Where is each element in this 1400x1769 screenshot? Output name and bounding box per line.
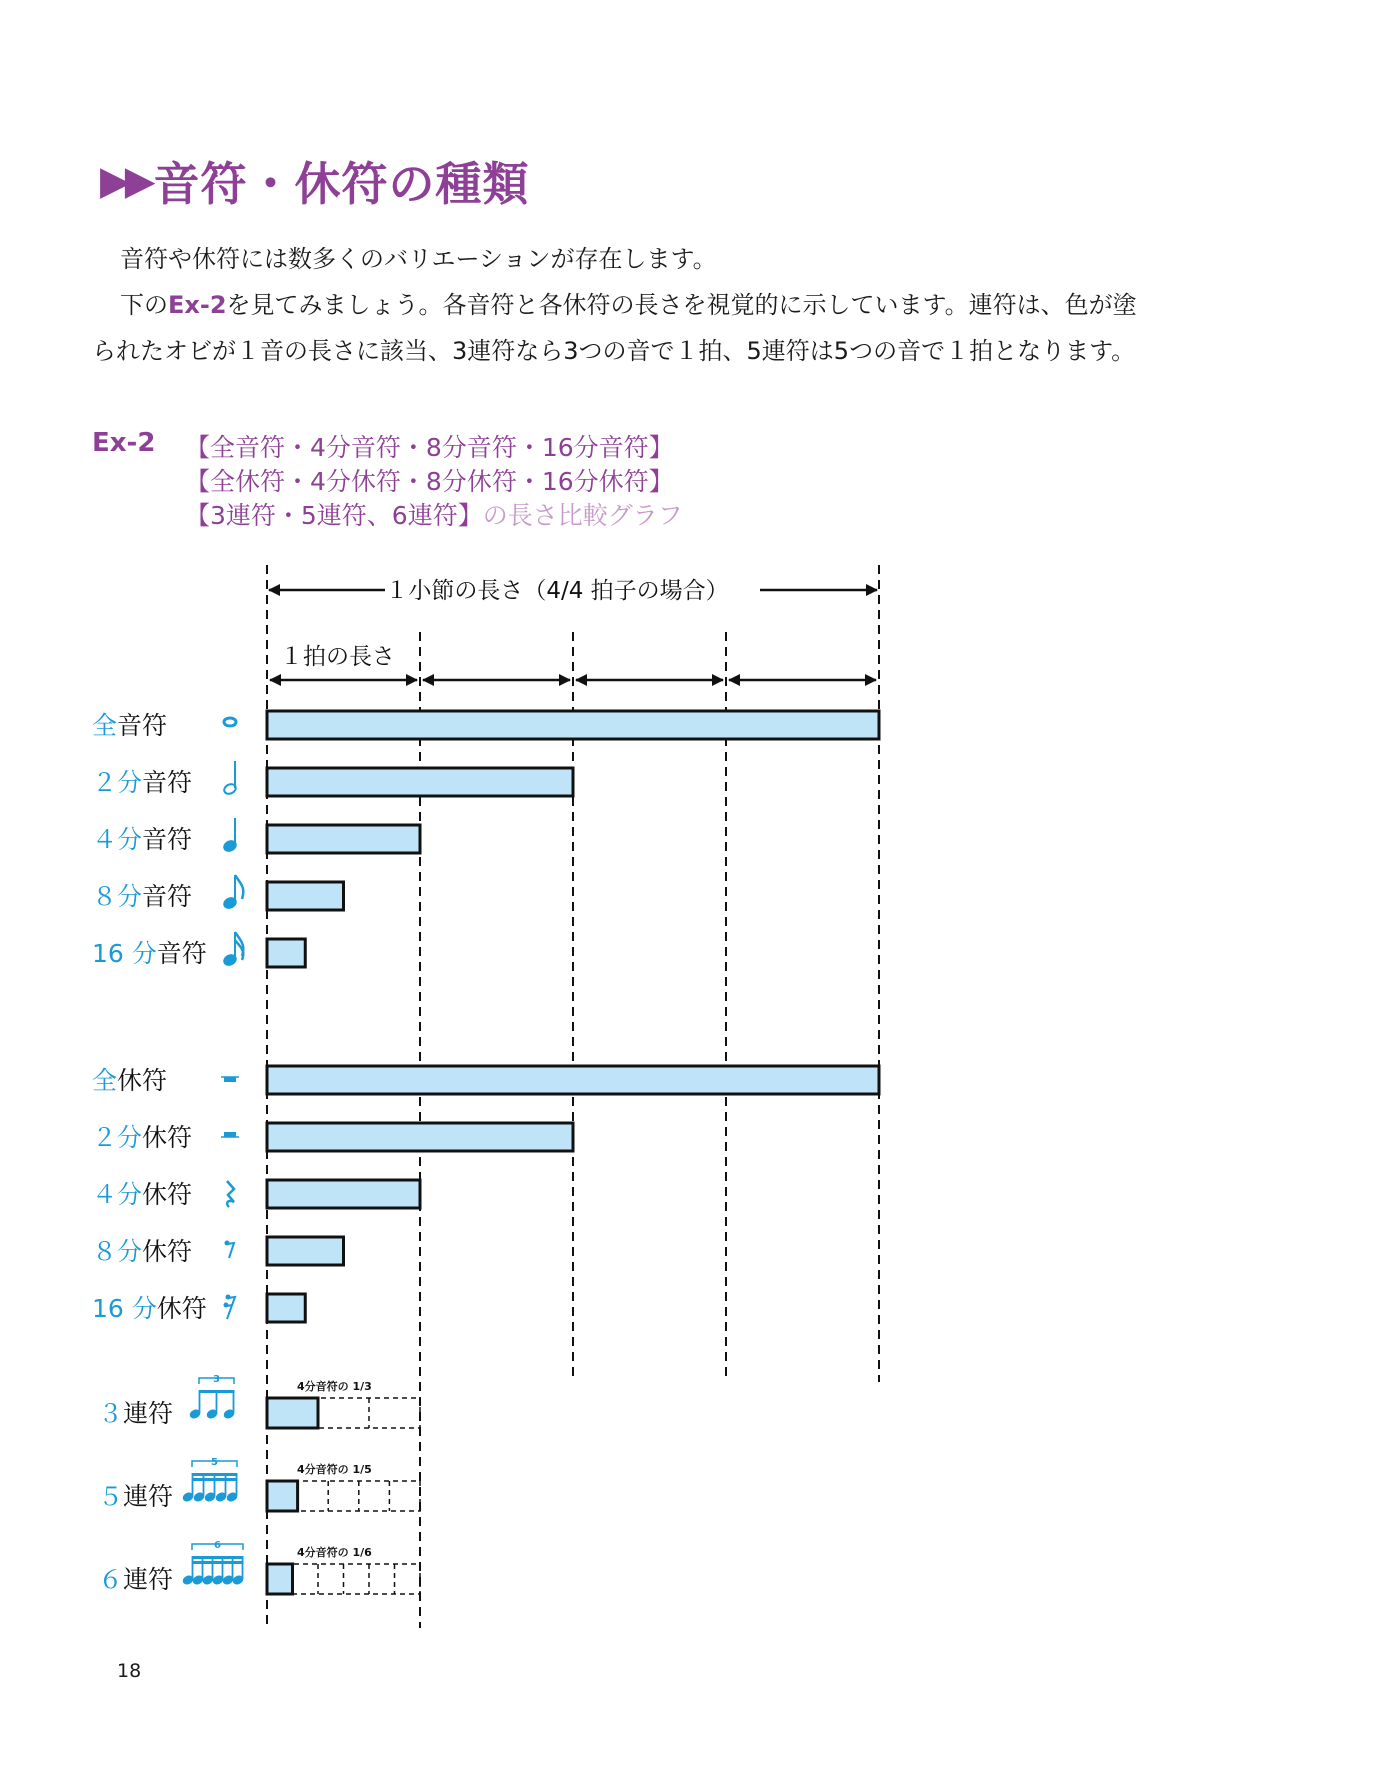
note-row-2-label-number: ２分 xyxy=(92,768,143,797)
note-row-2-bar xyxy=(267,768,573,796)
note-row-2-label xyxy=(92,768,192,797)
note-row-5-label-number: 16 分 xyxy=(92,939,157,968)
rest-row-2-bar xyxy=(267,1123,573,1151)
triplet-notes-icon-bracket-number: 3 xyxy=(213,1374,220,1385)
triplet-notes-icon xyxy=(188,1374,236,1420)
tuplet-row-3-caption: 4分音符の 1/6 xyxy=(297,1546,372,1559)
half-note-icon xyxy=(223,761,238,796)
intro-line-1: 音符や休符には数多くのバリエーションが存在します。 xyxy=(120,245,717,273)
tuplet-row-3-label-number: ６ xyxy=(98,1565,124,1594)
sixteenth-note-icon xyxy=(223,932,244,967)
tuplet-row-1-label xyxy=(98,1399,173,1428)
note-row-5-bar xyxy=(267,939,305,967)
sextuplet-notes-icon-bracket-number: 6 xyxy=(214,1540,221,1551)
quintuplet-notes-icon xyxy=(181,1457,239,1503)
whole-rest-icon xyxy=(221,1077,239,1082)
rest-row-2-label-number: ２分 xyxy=(92,1123,143,1152)
note-row-4-label-number: ８分 xyxy=(92,882,143,911)
rest-row-4-label-number: ８分 xyxy=(92,1237,143,1266)
tuplet-row-2-label-number: ５ xyxy=(98,1482,124,1511)
note-row-1-bar xyxy=(267,711,879,739)
whole-note-icon xyxy=(224,718,236,726)
beat-label: １拍の長さ xyxy=(280,644,395,670)
tuplet-row-2-bar xyxy=(267,1481,298,1511)
note-row-4-bar xyxy=(267,882,344,910)
rest-row-4-label-kind: 休符 xyxy=(142,1237,193,1266)
rest-row-5-label xyxy=(92,1294,207,1323)
example-caption-3-suffix: の長さ比較グラフ xyxy=(482,501,683,530)
rest-row-5-label-kind: 休符 xyxy=(156,1294,207,1323)
rest-row-5-label-number: 16 分 xyxy=(92,1294,157,1323)
double-triangle-icon: ▶▶ xyxy=(100,158,150,204)
tuplet-row-1-label-kind: 連符 xyxy=(123,1399,174,1428)
rest-row-4-label xyxy=(92,1237,192,1266)
intro-line-2-post: を見てみましょう。各音符と各休符の長さを視覚的に示しています。連符は、色が塗 xyxy=(226,291,1137,319)
tuplet-row-2-label-kind: 連符 xyxy=(123,1482,174,1511)
note-row-3-bar xyxy=(267,825,420,853)
sixteenth-rest-icon xyxy=(224,1295,236,1320)
eighth-rest-icon xyxy=(225,1241,235,1259)
rest-row-2-label-kind: 休符 xyxy=(142,1123,193,1152)
quarter-rest-icon xyxy=(227,1181,234,1207)
rest-row-3-bar xyxy=(267,1180,420,1208)
note-row-1-label-kind: 音符 xyxy=(117,711,168,740)
note-row-5-label xyxy=(92,939,207,968)
tuplet-row-2-caption: 4分音符の 1/5 xyxy=(297,1463,372,1476)
tuplet-row-1-caption: 4分音符の 1/3 xyxy=(297,1380,372,1393)
note-row-4-label xyxy=(92,882,192,911)
note-row-5-label-kind: 音符 xyxy=(156,939,207,968)
rest-row-1-label-number: 全 xyxy=(92,1066,118,1095)
note-row-3-label-kind: 音符 xyxy=(142,825,193,854)
quintuplet-notes-icon-bracket-number: 5 xyxy=(211,1457,218,1468)
note-row-1-label xyxy=(92,711,167,740)
measure-label: １小節の長さ（4/4 拍子の場合） xyxy=(385,578,729,604)
half-rest-icon xyxy=(221,1132,239,1137)
note-row-2-label-kind: 音符 xyxy=(142,768,193,797)
example-caption-2: 【全休符・4分休符・8分休符・16分休符】 xyxy=(185,467,674,496)
tuplet-row-3-label xyxy=(98,1565,173,1594)
rest-row-1-label xyxy=(92,1066,167,1095)
note-row-3-label xyxy=(92,825,192,854)
intro-line-2-pre: 下の xyxy=(120,291,168,319)
tuplet-row-3-label-kind: 連符 xyxy=(123,1565,174,1594)
rest-row-2-label xyxy=(92,1123,192,1152)
rest-row-1-label-kind: 休符 xyxy=(117,1066,168,1095)
example-caption-1: 【全音符・4分音符・8分音符・16分音符】 xyxy=(185,433,674,462)
rest-row-3-label-number: ４分 xyxy=(92,1180,143,1209)
tuplet-row-1-bar xyxy=(267,1398,318,1428)
quarter-note-icon xyxy=(223,818,238,853)
tuplet-row-3-bar xyxy=(267,1564,293,1594)
rest-row-3-label-kind: 休符 xyxy=(142,1180,193,1209)
page-number: 18 xyxy=(117,1660,142,1682)
rest-row-5-bar xyxy=(267,1294,305,1322)
sextuplet-notes-icon xyxy=(181,1540,245,1586)
note-row-1-label-number: 全 xyxy=(92,711,118,740)
note-row-3-label-number: ４分 xyxy=(92,825,143,854)
rest-row-4-bar xyxy=(267,1237,344,1265)
tuplet-row-2-label xyxy=(98,1482,173,1511)
intro-line-3: られたオビが１音の長さに該当、3連符なら3つの音で１拍、5連符は5つの音で１拍となります。 xyxy=(92,337,1136,365)
note-row-4-label-kind: 音符 xyxy=(142,882,193,911)
eighth-note-icon xyxy=(223,875,244,910)
tuplet-row-1-label-number: ３ xyxy=(98,1399,124,1428)
rest-row-3-label xyxy=(92,1180,192,1209)
example-reference: Ex-2 xyxy=(168,291,227,319)
rest-row-1-bar xyxy=(267,1066,879,1094)
example-label: Ex-2 xyxy=(92,428,156,458)
example-caption-3-main: 【3連符・5連符、6連符】 xyxy=(185,501,483,530)
section-title: 音符・休符の種類 xyxy=(153,157,530,211)
